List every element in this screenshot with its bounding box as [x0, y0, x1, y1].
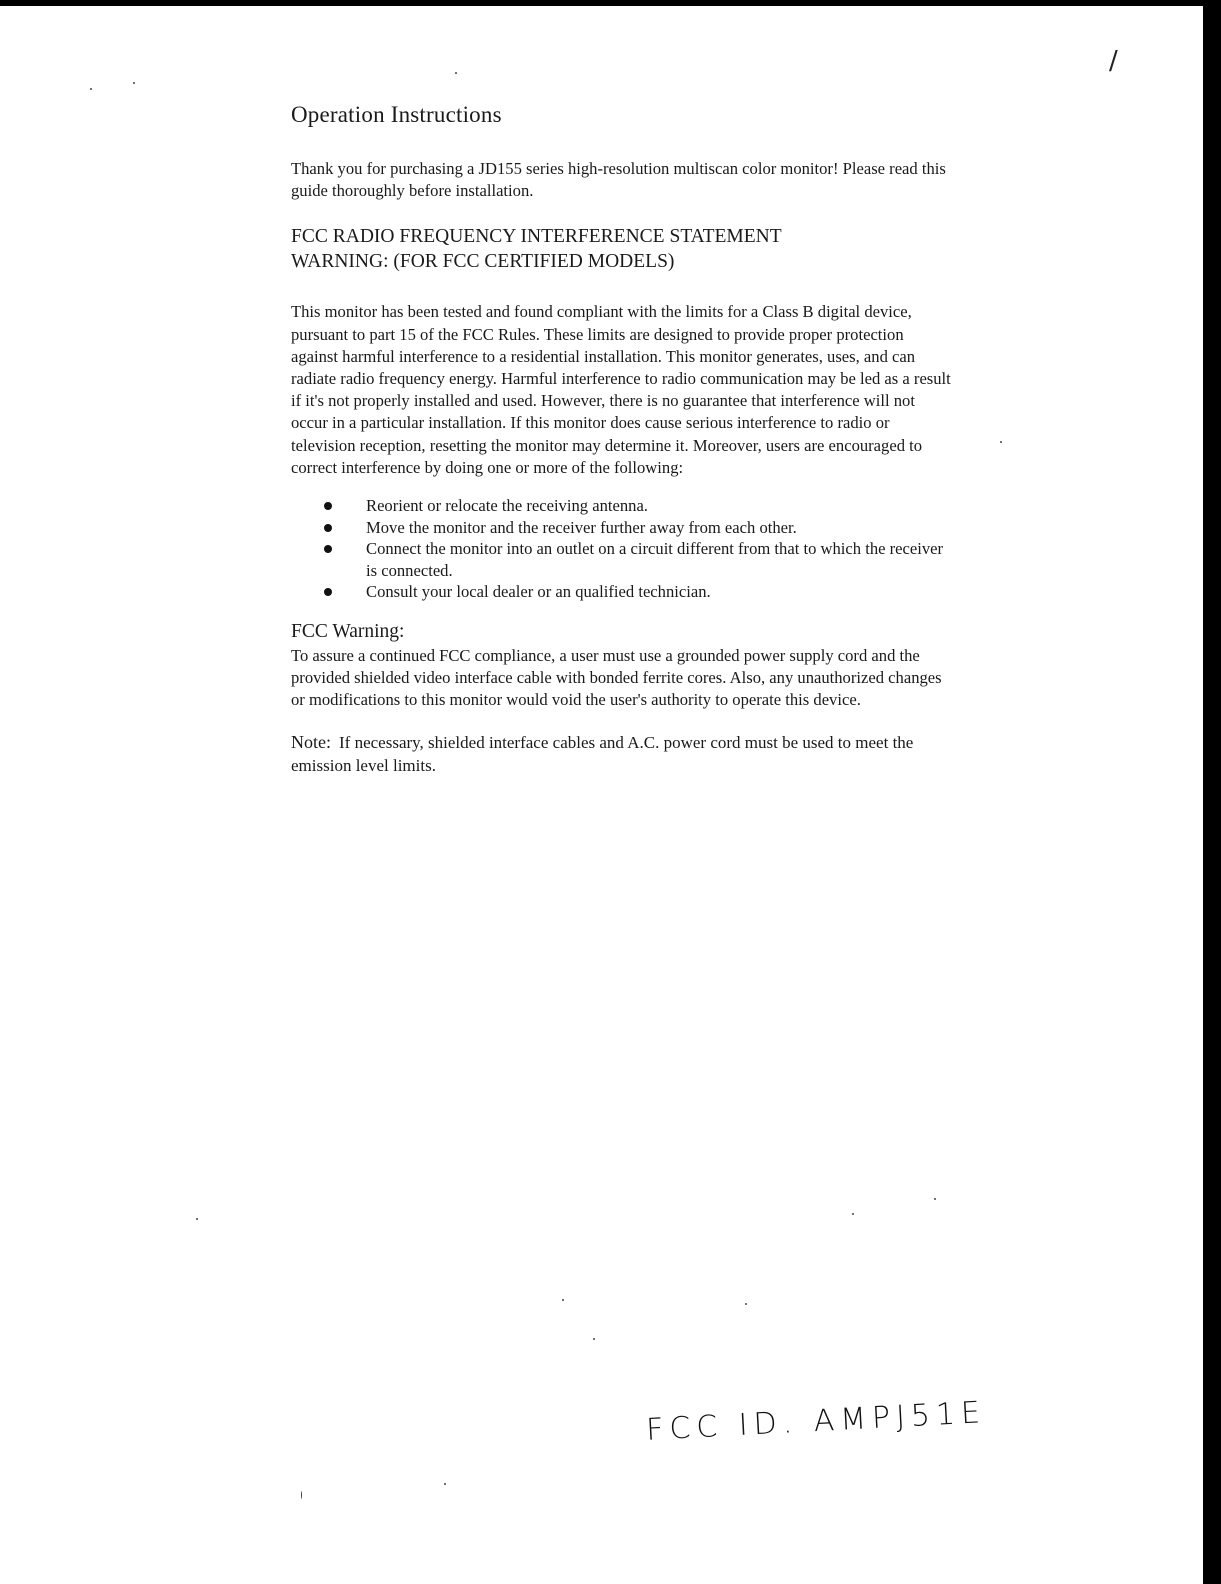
intro-paragraph: Thank you for purchasing a JD155 series high-resolution multiscan color monitor! Please read this guide thoroughly before installation. — [291, 159, 946, 201]
fcc-warning-heading: FCC Warning: — [291, 621, 405, 642]
scan-speck — [90, 88, 92, 90]
list-item — [291, 581, 951, 603]
document-content — [291, 102, 951, 777]
scan-speck — [934, 1198, 936, 1200]
list-item — [291, 538, 951, 581]
list-item-text: Move the monitor and the receiver further away from each other. — [366, 517, 797, 537]
scan-speck — [133, 82, 135, 84]
fcc-statement-paragraph: This monitor has been tested and found compliant with the limits for a Class B digital device, pursuant to part 15 of the FCC Rules. These limits are designed to provide proper protection against harmful interference to a residential installation. This monitor generates, uses, and can radiate radio frequency energy. Harmful interference to radio communication may be led as a result if it's not properly installed and used. However, there is no guarantee that interference will not occur in a particular installation. If this monitor does cause serious interference to radio or television reception, resetting the monitor may determine it. Moreover, users are encouraged to correct interference by doing one or more of the following: — [291, 302, 951, 477]
note-text: If necessary, shielded interface cables and A.C. power cord must be used to meet the emission level limits. — [291, 732, 914, 775]
bullet-icon — [324, 588, 332, 596]
note-paragraph — [291, 731, 951, 777]
list-item-text: Connect the monitor into an outlet on a circuit different from that to which the receiver is connected. — [366, 539, 944, 580]
list-item-text: Reorient or relocate the receiving antenna. — [366, 496, 648, 516]
list-item — [291, 517, 951, 539]
document-page — [0, 6, 1203, 1584]
fcc-heading-line-1: FCC RADIO FREQUENCY INTERFERENCE STATEMENT — [291, 226, 782, 248]
scan-speck — [562, 1299, 564, 1301]
scan-speck — [852, 1213, 854, 1215]
corner-pen-mark: / — [1109, 46, 1118, 76]
list-item — [291, 495, 951, 517]
note-label: Note: — [291, 731, 331, 752]
list-item-text: Consult your local dealer or an qualified technician. — [366, 582, 711, 602]
scan-speck — [196, 1218, 198, 1220]
remedy-list — [291, 495, 951, 603]
fcc-heading-line-2: WARNING: (FOR FCC CERTIFIED MODELS) — [291, 251, 675, 273]
fcc-statement-heading — [291, 224, 951, 274]
bullet-icon — [324, 545, 332, 553]
scan-speck — [455, 72, 457, 74]
fcc-warning-paragraph: To assure a continued FCC compliance, a user must use a grounded power supply cord and the provided shielded video interface cable with bonded ferrite cores. Also, any unauthorized changes or modifications to this monitor would void the user's authority to operate this device. — [291, 646, 942, 710]
page-title: Operation Instructions — [291, 102, 502, 127]
scan-right-edge — [1203, 0, 1221, 1584]
scan-speck — [1000, 441, 1002, 443]
bullet-icon — [324, 502, 332, 510]
scan-speck — [593, 1338, 595, 1340]
scan-speck — [444, 1483, 446, 1485]
scan-speck — [745, 1303, 747, 1305]
handwritten-fcc-id: FCC ID. AMPJ51E — [645, 1395, 987, 1448]
bullet-icon — [324, 524, 332, 532]
scan-speck — [301, 1491, 302, 1499]
